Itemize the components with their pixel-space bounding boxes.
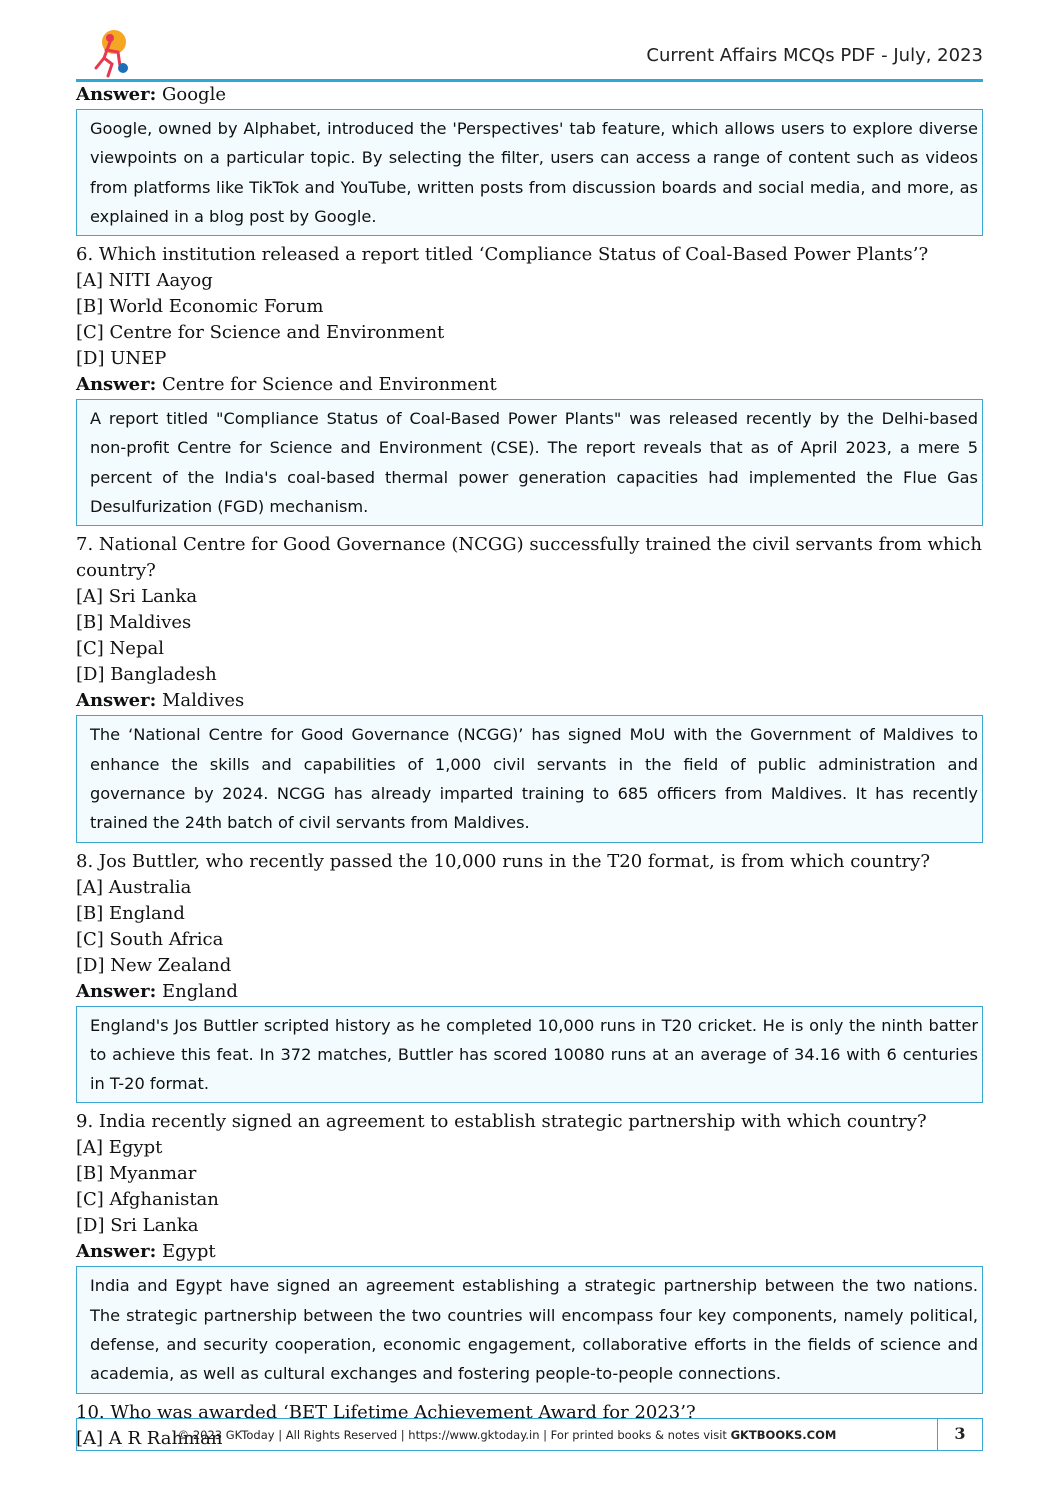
answer-line [76,688,983,714]
option-a: [A] Sri Lanka [76,586,198,608]
option-a: [A] Egypt [76,1137,163,1159]
option-d: [D] UNEP [76,348,167,370]
option-b: [B] World Economic Forum [76,296,324,318]
option-d: [D] Sri Lanka [76,1215,199,1237]
footer-copyright [77,1428,937,1442]
footer-brand-link[interactable]: GKTBOOKS.COM [730,1428,837,1442]
answer-line [76,82,983,108]
explanation-box: A report titled "Compliance Status of Coal-Based Power Plants" was released recently by the Delhi-based non-profit Centre for Science and Environment (CSE). The report reveals that as of April 2023, a mere 5 percent of the India's coal-based thermal power generation capacities had implemented the Flue Gas Desulfurization (FGD) mechanism. [76,399,983,526]
explanation-box: England's Jos Buttler scripted history as he completed 10,000 runs in T20 cricket. He is only the ninth batter to achieve this feat. In 372 matches, Buttler has scored 10080 runs at an average of 34.16 with 6 centuries in T-20 format. [76,1006,983,1104]
option-b: [B] Myanmar [76,1163,197,1185]
footer-text: © 2023 GKToday | All Rights Reserved | https://www.gktoday.in | For printed books & notes visit [177,1428,727,1442]
question-text: 9. India recently signed an agreement to establish strategic partnership with which country? [76,1111,927,1133]
answer-value: Maldives [162,690,245,712]
explanation-box: Google, owned by Alphabet, introduced the 'Perspectives' tab feature, which allows users to explore diverse viewpoints on a particular topic. By selecting the filter, users can access a range of content such as videos from platforms like TikTok and YouTube, written posts from discussion boards and social media, and more, as explained in a blog post by Google. [76,109,983,236]
option-b: [B] Maldives [76,612,192,634]
option-a: [A] Australia [76,876,192,898]
answer-label: Answer: [76,980,157,1002]
option-c: [C] Centre for Science and Environment [76,322,445,344]
option-c: [C] South Africa [76,928,224,950]
option-c: [C] Nepal [76,638,164,660]
page-content [76,82,983,1452]
answer-value: Google [162,84,226,105]
question-text: 10. Who was awarded ‘BET Lifetime Achievement Award for 2023’? [76,1401,696,1423]
question-text: 8. Jos Buttler, who recently passed the 10,000 runs in the T20 format, is from which country? [76,850,930,872]
page-number: 3 [954,1424,966,1443]
explanation-box: India and Egypt have signed an agreement establishing a strategic partnership between the two nations. The strategic partnership between the two countries will encompass four key components, namely political, defense, and security cooperation, economic engagement, collaborative efforts in the fields of science and academia, as well as cultural exchanges and fostering people-to-people connections. [76,1266,983,1393]
answer-label: Answer: [76,374,157,396]
question-text: 6. Which institution released a report titled ‘Compliance Status of Coal-Based Power Plants’? [76,244,929,266]
option-c: [C] Afghanistan [76,1189,219,1211]
document-title: Current Affairs MCQs PDF - July, 2023 [646,45,983,66]
option-a: [A] NITI Aayog [76,270,213,292]
answer-value: Egypt [162,1241,216,1263]
question-text: 7. National Centre for Good Governance (NCGG) successfully trained the civil servants from which country? [76,534,982,582]
answer-line [76,372,983,398]
answer-value: Centre for Science and Environment [162,374,497,396]
option-d: [D] Bangladesh [76,664,217,686]
gktoday-logo-icon [90,28,134,80]
answer-value: England [162,980,238,1002]
option-b: [B] England [76,902,185,924]
option-d: [D] New Zealand [76,954,232,976]
answer-label: Answer: [76,690,157,712]
page-footer [76,1418,983,1451]
answer-label: Answer: [76,1241,157,1263]
answer-label: Answer: [76,84,157,105]
explanation-box: The ‘National Centre for Good Governance (NCGG)’ has signed MoU with the Government of Maldives to enhance the skills and capabilities of 1,000 civil servants in the field of public administration and governance by 2024. NCGG has already imparted training to 685 officers from Maldives. It has recently trained the 24th batch of civil servants from Maldives. [76,715,983,842]
option-a: [A] A R Rahman [76,1427,223,1449]
answer-line [76,979,983,1005]
answer-line [76,1239,983,1265]
page-header [76,28,983,82]
